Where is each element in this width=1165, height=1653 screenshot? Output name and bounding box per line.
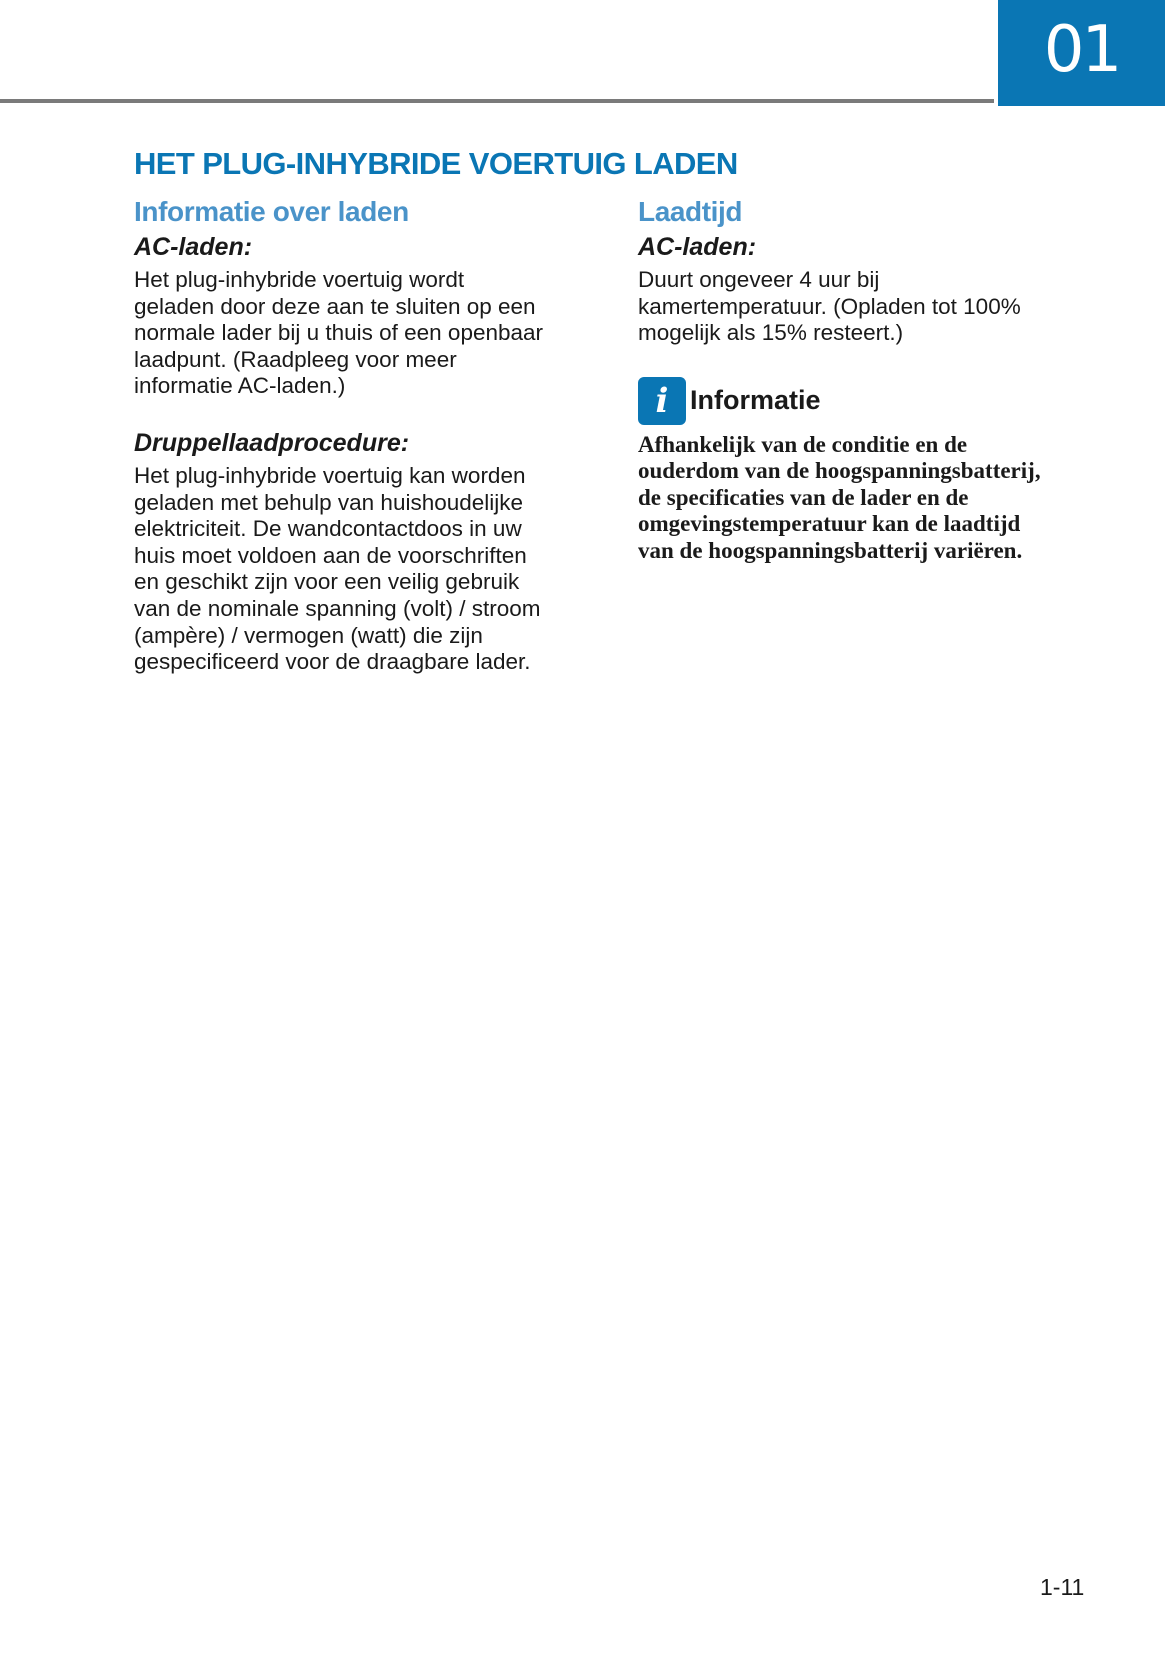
ac-charging-text: Het plug-inhybride voertuig wordt geladen door deze aan te sluiten op een normale lader bij u thuis of een openbaar laadpunt. (Raadpleeg voor meer informatie AC-laden.): [134, 267, 544, 399]
trickle-charging-text: Het plug-inhybride voertuig kan worden geladen met behulp van huishoudelijke elektriciteit. De wandcontactdoos in uw huis moet voldoen aan de voorschriften en geschikt zijn voor een veilig gebruik van de nominale spanning (volt) / stroom (ampère) / vermogen (watt) die zijn gespecificeerd voor de draagbare lader.: [134, 462, 541, 675]
charging-time-text: Duurt ongeveer 4 uur bij kamertemperatuur. (Opladen tot 100% mogelijk als 15% resteert.): [638, 267, 1021, 346]
info-label: Informatie: [690, 385, 821, 416]
chapter-tab: [998, 0, 1165, 106]
page-number: 1-11: [1040, 1574, 1085, 1600]
header-rule: [0, 99, 994, 103]
right-column: [638, 194, 1088, 564]
section-title-charging-time: Laadtijd: [638, 196, 743, 227]
section-title-charging-info: Informatie over laden: [134, 196, 409, 227]
page-title: HET PLUG-INHYBRIDE VOERTUIG LADEN: [134, 146, 738, 181]
info-text: Afhankelijk van de conditie en de ouderdom van de hoogspanningsbatterij, de specificaties van de lader en de omgevingstemperatuur kan de laadtijd van de hoogspanningsbatterij variëren.: [638, 431, 1041, 563]
subtitle-ac-charging-time: AC-laden:: [638, 233, 757, 261]
subtitle-trickle-charging: Druppellaadprocedure:: [134, 428, 410, 457]
subtitle-ac-charging: AC-laden:: [134, 233, 253, 261]
info-icon: i: [638, 377, 686, 425]
left-column: [134, 194, 604, 676]
info-box-header: [638, 377, 1088, 425]
chapter-number: 01: [1043, 13, 1120, 87]
